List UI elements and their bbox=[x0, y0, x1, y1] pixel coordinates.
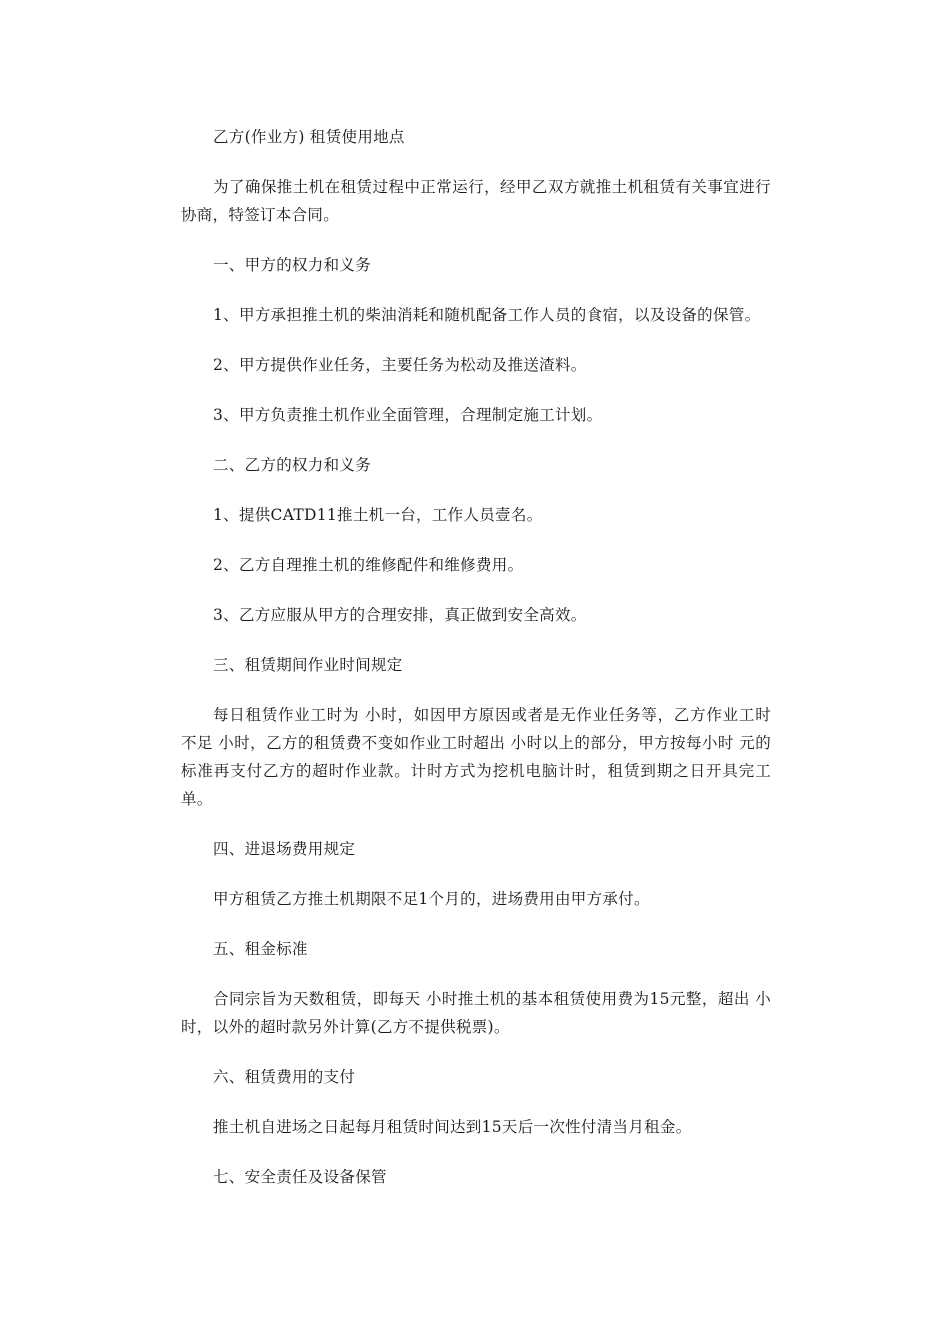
section-heading-6: 六、租赁费用的支付 bbox=[213, 1068, 356, 1086]
paragraph-1-1: 1、甲方承担推土机的柴油消耗和随机配备工作人员的食宿，以及设备的保管。 bbox=[213, 306, 761, 324]
paragraph-1-2: 2、甲方提供作业任务，主要任务为松动及推送渣料。 bbox=[213, 356, 587, 374]
paragraph-5-body: 合同宗旨为天数租赁，即每天 小时推土机的基本租赁使用费为15元整，超出 小时，以外的超时款另外计算(乙方不提供税票)。 bbox=[181, 990, 771, 1036]
section-heading-7: 七、安全责任及设备保管 bbox=[213, 1168, 387, 1186]
paragraph-4-body: 甲方租赁乙方推土机期限不足1个月的，进场费用由甲方承付。 bbox=[213, 890, 650, 908]
section-heading-5: 五、租金标准 bbox=[213, 940, 308, 958]
section-heading-1: 一、甲方的权力和义务 bbox=[213, 256, 372, 274]
paragraph-1-3: 3、甲方负责推土机作业全面管理，合理制定施工计划。 bbox=[213, 406, 603, 424]
section-heading-4: 四、进退场费用规定 bbox=[213, 840, 356, 858]
paragraph-intro: 为了确保推土机在租赁过程中正常运行，经甲乙双方就推土机租赁有关事宜进行协商，特签订本合同。 bbox=[181, 178, 771, 224]
section-heading-2: 二、乙方的权力和义务 bbox=[213, 456, 372, 474]
paragraph-location: 乙方(作业方) 租赁使用地点 bbox=[213, 128, 405, 146]
paragraph-2-1: 1、提供CATD11推土机一台，工作人员壹名。 bbox=[213, 506, 543, 524]
paragraph-3-body: 每日租赁作业工时为 小时，如因甲方原因或者是无作业任务等，乙方作业工时不足 小时，乙方的租赁费不变如作业工时超出 小时以上的部分，甲方按每小时 元的标准再支付乙方的超时作业款。计时方式为挖机电脑计时，租赁到期之日开具完工单。 bbox=[181, 706, 771, 808]
paragraph-2-3: 3、乙方应服从甲方的合理安排，真正做到安全高效。 bbox=[213, 606, 587, 624]
section-heading-3: 三、租赁期间作业时间规定 bbox=[213, 656, 403, 674]
paragraph-6-body: 推土机自进场之日起每月租赁时间达到15天后一次性付清当月租金。 bbox=[213, 1118, 692, 1136]
paragraph-2-2: 2、乙方自理推土机的维修配件和维修费用。 bbox=[213, 556, 524, 574]
document-body bbox=[181, 123, 771, 1213]
